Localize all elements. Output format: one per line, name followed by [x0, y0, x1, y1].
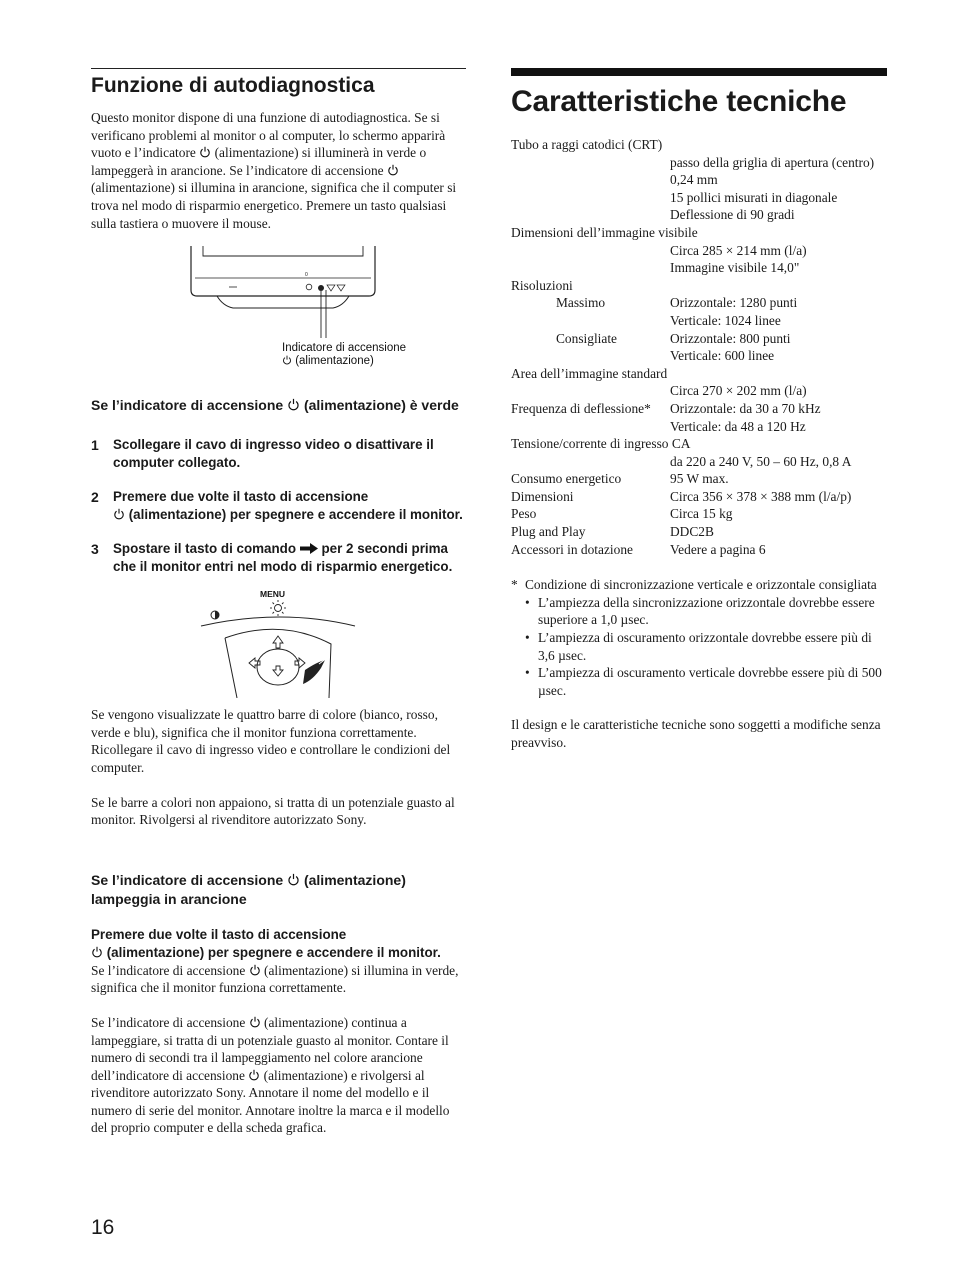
section-title-specifications: Caratteristiche tecniche — [511, 85, 847, 118]
spec-row-plug-and-play: Plug and Play DDC2B — [511, 524, 714, 540]
footnote-bullet: • L’ampiezza di oscuramento verticale dovrebbe essere più di 500 µsec. — [525, 665, 882, 698]
power-icon — [113, 508, 125, 520]
spec-row-deflection: Frequenza di deflessione* Orizzontale: da 30 a 70 kHz — [511, 400, 821, 416]
paragraph-bars-missing: Se le barre a colori non appaiono, si tratta di un potenziale guasto al monitor. Rivolgersi al rivenditore autorizzato Sony. — [91, 794, 455, 828]
footnote-bullet: • L’ampiezza di oscuramento orizzontale dovrebbe essere più di 3,6 µsec. — [525, 630, 872, 663]
disclaimer: Il design e le caratteristiche tecniche sono soggetti a modifiche senza preavviso. — [511, 717, 881, 750]
paragraph-indicator-blinking: Se l’indicatore di accensione (alimentazione) continua a lampeggiare, si tratta di un potenziale guasto al monitor. Contare il numero di secondi tra il lampeggiamento nel colore arancione dell’indicatore di accensione (alimentazione) e rivolgersi al rivenditore autorizzato Sony. Annotare il nome del modello e il numero di serie del monitor. Annotare inoltre la marca e il modello del proprio computer e della scheda grafica. — [91, 1014, 450, 1136]
heading-indicator-green: Se l’indicatore di accensione (alimentazione) è verde — [91, 397, 459, 414]
control-button-figure — [91, 588, 466, 698]
power-icon — [91, 946, 103, 958]
footnote-bullet: • L’ampiezza della sincronizzazione orizzontale dovrebbe essere superiore a 1,0 µsec. — [525, 594, 875, 628]
section-rule-thick — [511, 68, 887, 76]
spec-row-dimensions: Dimensioni Circa 356 × 378 × 388 mm (l/a/p) — [511, 488, 852, 504]
control-button-illustration — [91, 588, 466, 698]
intro-paragraph: Questo monitor dispone di una funzione di autodiagnostica. Se si verificano problemi al monitor o al computer, lo schermo apparirà vuoto e l’indicatore (alimentazione) si illuminerà in verde o lampeggerà in arancione. Se l’indicatore di accensione (alimentazione) si illumina in arancione, significa che il computer si trova nel modo di risparmio energetico. Premere un tasto qualsiasi sulla tastiera o muovere il mouse. — [91, 110, 457, 231]
spec-row-weight: Peso Circa 15 kg — [511, 506, 733, 522]
monitor-front-illustration — [91, 246, 466, 374]
power-icon — [287, 873, 300, 886]
step-1: 1 Scollegare il cavo di ingresso video o disattivare il computer collegato. — [91, 437, 434, 471]
page-number: 16 — [91, 1216, 115, 1239]
spec-row-standard-area: Area dell’immagine standard — [511, 365, 668, 381]
specifications-table: Tubo a raggi catodici (CRT) passo della griglia di apertura (centro) 0,24 mm 15 pollici misurati in diagonale Deflessione di 90 gradi Dimensioni dell’immagine visibile Circa 285 × 214 mm (l/a) Immagine visibile 14,0" Risoluzioni Massimo Orizzontale: 1280 punti Verticale: 1024 linee Consigliate Orizzontale: 800 punti Verticale: 600 linee Area dell’immagine standard Circa 270 × 202 mm (l/a) Frequenza di deflessione* Orizzontale: da 30 a 70 kHz Verticale: da 48 a 120 Hz Tensione/corrente di ingresso CA da 220 a 240 V, 50 – 60 Hz, 0,8 A Consumo energetico 95 W max. Dimensioni Circa 356 × 378 × 388 mm (l/a/p) Peso Circa 15 kg Plug and Play DDC2B Accessori in dotazione Vedere a pagina 6 — [511, 136, 887, 558]
power-icon — [282, 355, 292, 365]
power-icon — [387, 164, 399, 176]
power-icon — [199, 146, 211, 158]
power-icon — [248, 1069, 260, 1081]
paragraph-indicator-green-ok: Se l’indicatore di accensione (alimentazione) si illumina in verde, significa che il monitor funziona correttamente. — [91, 962, 459, 996]
svg-text:0: 0 — [305, 272, 308, 279]
left-column — [91, 68, 466, 1137]
spec-row-viewable: Dimensioni dell’immagine visibile — [511, 224, 698, 240]
power-icon — [249, 964, 261, 976]
spec-row-accessories: Accessori in dotazione Vedere a pagina 6 — [511, 541, 766, 557]
footnotes — [511, 576, 887, 699]
spec-row-ac-input: Tensione/corrente di ingresso CA — [511, 436, 691, 452]
section-title-self-diagnosis: Funzione di autodiagnostica — [91, 74, 375, 97]
power-indicator-callout: Indicatore di accensione (alimentazione) — [282, 342, 407, 368]
paragraph-bars-ok: Se vengono visualizzate le quattro barre di colore (bianco, rosso, verde e blu), significa che il monitor funziona correttamente. Ricollegare il cavo di ingresso video e controllare le condizioni del computer. — [91, 707, 451, 775]
instruction-bold: Premere due volte il tasto di accensione (alimentazione) per spegnere e accendere il monitor. — [91, 926, 441, 960]
menu-label: MENU — [260, 589, 286, 600]
heading-indicator-orange: Se l’indicatore di accensione (alimentazione) lampeggia in arancione — [91, 871, 406, 907]
right-column — [511, 68, 887, 752]
spec-row-crt: Tubo a raggi catodici (CRT) — [511, 137, 663, 152]
power-icon — [249, 1016, 261, 1028]
right-arrow-icon — [300, 541, 318, 552]
spec-row-resolutions: Risoluzioni — [511, 277, 573, 293]
step-3: 3 Spostare il tasto di comando per 2 secondi prima che il monitor entri nel modo di risparmio energetico. — [91, 541, 453, 575]
spec-row-power-consumption: Consumo energetico 95 W max. — [511, 471, 729, 487]
footnote-sync: * Condizione di sincronizzazione verticale e orizzontale consigliata — [511, 577, 877, 593]
monitor-indicator-figure — [91, 246, 466, 374]
section-rule — [91, 68, 466, 69]
step-2: 2 Premere due volte il tasto di accensione (alimentazione) per spegnere e accendere il monitor. — [91, 489, 463, 523]
power-icon — [287, 398, 300, 411]
